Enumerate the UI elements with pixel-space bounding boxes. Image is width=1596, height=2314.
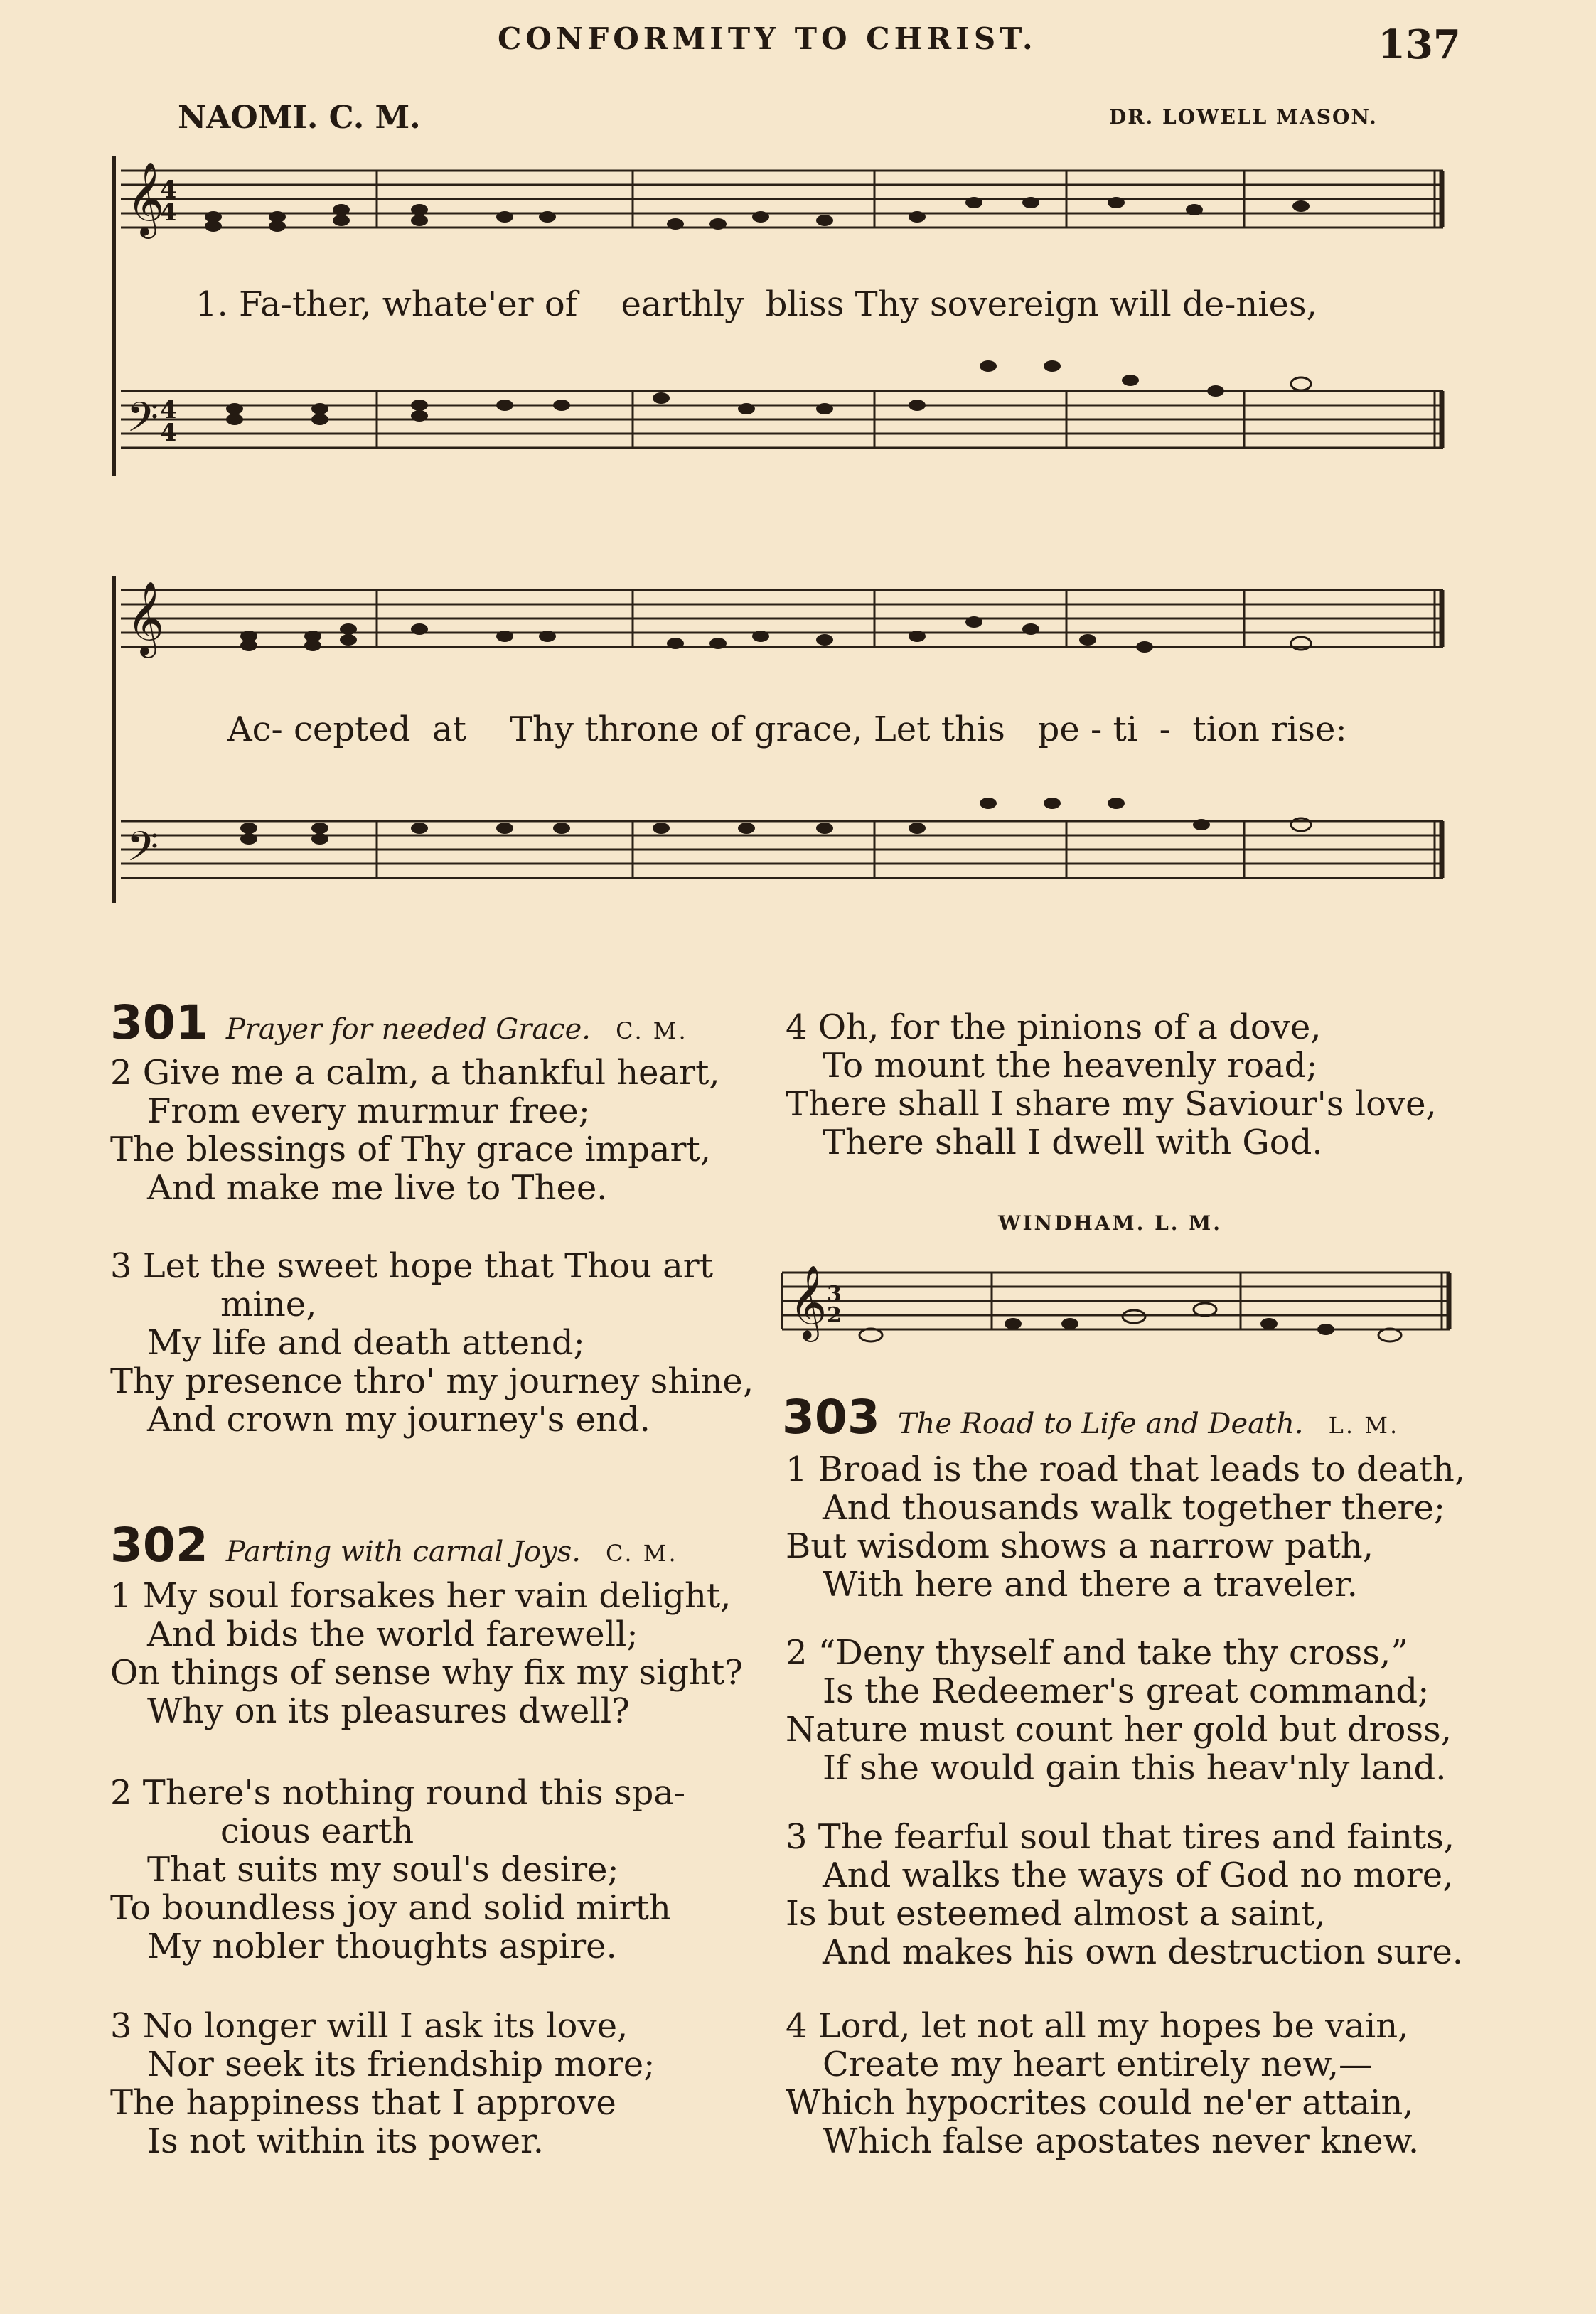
svg-text:𝄞: 𝄞 bbox=[789, 1265, 828, 1339]
stanza-line: Is but esteemed almost a saint, bbox=[786, 1894, 1326, 1934]
svg-text:4: 4 bbox=[160, 396, 177, 424]
stanza-line: There shall I share my Saviour's love, bbox=[786, 1084, 1437, 1124]
tune-name: NAOMI. C. M. bbox=[178, 100, 421, 136]
hymn-301-heading bbox=[110, 995, 688, 1050]
hymn-title: Prayer for needed Grace. bbox=[225, 1013, 591, 1046]
stanza-line: 3 No longer will I ask its love, bbox=[110, 2006, 628, 2046]
windham-staff bbox=[778, 1258, 1454, 1365]
stanza-line: 2 There's nothing round this spa- bbox=[110, 1773, 686, 1813]
hymn-301-stanza-2 bbox=[110, 1054, 720, 1207]
hymn-meter: L. M. bbox=[1328, 1412, 1400, 1439]
svg-text:𝄞: 𝄞 bbox=[127, 161, 165, 236]
hymn-301-stanza-3 bbox=[110, 1247, 754, 1439]
hymn-303-stanza-4 bbox=[786, 2007, 1419, 2160]
stanza-line: The blessings of Thy grace impart, bbox=[110, 1130, 711, 1169]
svg-text:𝄢: 𝄢 bbox=[127, 393, 159, 451]
stanza-line: 4 Lord, let not all my hopes be vain, bbox=[786, 2006, 1409, 2046]
stanza-line: To boundless joy and solid mirth bbox=[110, 1888, 671, 1928]
svg-text:4: 4 bbox=[160, 176, 177, 204]
hymn-number: 303 bbox=[782, 1390, 880, 1445]
hymn-number: 302 bbox=[110, 1518, 208, 1573]
stanza-line: The happiness that I approve bbox=[110, 2083, 616, 2123]
hymn-303-heading bbox=[782, 1390, 1399, 1445]
svg-text:3: 3 bbox=[827, 1282, 842, 1307]
stanza-line: Which hypocrites could ne'er attain, bbox=[786, 2083, 1414, 2123]
hymn-303-stanza-3 bbox=[786, 1818, 1463, 1971]
stanza-line: And makes his own destruction sure. bbox=[823, 1932, 1464, 1972]
stanza-line: 2 Give me a calm, a thankful heart, bbox=[110, 1053, 720, 1093]
stanza-line: 3 Let the sweet hope that Thou art bbox=[110, 1246, 713, 1286]
stanza-line: Why on its pleasures dwell? bbox=[147, 1691, 630, 1731]
stanza-line: Nor seek its friendship more; bbox=[147, 2045, 655, 2084]
hymn-number: 301 bbox=[110, 995, 208, 1050]
svg-text:2: 2 bbox=[827, 1303, 842, 1328]
stanza-line: To mount the heavenly road; bbox=[823, 1046, 1318, 1086]
stanza-line: And bids the world farewell; bbox=[147, 1614, 638, 1654]
svg-text:4: 4 bbox=[160, 198, 177, 227]
stanza-line: On things of sense why fix my sight? bbox=[110, 1653, 744, 1693]
stanza-line: And make me live to Thee. bbox=[147, 1168, 608, 1208]
stanza-line: There shall I dwell with God. bbox=[823, 1123, 1323, 1162]
stanza-line: But wisdom shows a narrow path, bbox=[786, 1526, 1373, 1566]
stanza-line: From every murmur free; bbox=[147, 1091, 590, 1131]
hymn-302-stanza-3 bbox=[110, 2007, 655, 2160]
lyrics-line-1: 1. Fa-ther, whate'er of earthly bliss Thy sovereign will de-nies, bbox=[196, 284, 1317, 324]
stanza-line: And crown my journey's end. bbox=[147, 1400, 650, 1440]
svg-text:𝄞: 𝄞 bbox=[127, 581, 165, 655]
stanza-line: My nobler thoughts aspire. bbox=[147, 1927, 617, 1966]
stanza-line: Is the Redeemer's great command; bbox=[823, 1671, 1430, 1711]
stanza-line: With here and there a traveler. bbox=[823, 1565, 1358, 1605]
stanza-line: Create my heart entirely new,— bbox=[823, 2045, 1373, 2084]
hymn-title: The Road to Life and Death. bbox=[897, 1408, 1304, 1440]
svg-text:4: 4 bbox=[160, 419, 177, 447]
stanza-line: mine, bbox=[220, 1285, 317, 1324]
stanza-line: 1 Broad is the road that leads to death, bbox=[786, 1450, 1466, 1489]
hymn-meter: C. M. bbox=[616, 1017, 688, 1044]
hymn-302-stanza-1 bbox=[110, 1577, 743, 1730]
stanza-line: That suits my soul's desire; bbox=[147, 1850, 619, 1890]
svg-text:𝄢: 𝄢 bbox=[127, 823, 159, 881]
stanza-line: Nature must count her gold but dross, bbox=[786, 1710, 1452, 1750]
stanza-line: cious earth bbox=[220, 1811, 414, 1851]
hymn-303-stanza-1 bbox=[786, 1450, 1465, 1604]
stanza-line: Which false apostates never knew. bbox=[823, 2121, 1420, 2161]
stanza-line: Is not within its power. bbox=[147, 2121, 544, 2161]
hymn-302-stanza-2 bbox=[110, 1774, 685, 1966]
stanza-line: 2 “Deny thyself and take thy cross,” bbox=[786, 1633, 1408, 1673]
stanza-line: And thousands walk together there; bbox=[823, 1488, 1446, 1528]
composer: DR. LOWELL MASON. bbox=[1109, 105, 1378, 129]
stanza-line: 4 Oh, for the pinions of a dove, bbox=[786, 1007, 1322, 1047]
stanza-line: If she would gain this heav'nly land. bbox=[823, 1748, 1447, 1788]
stanza-line: Thy presence thro' my journey shine, bbox=[110, 1361, 754, 1401]
running-header: CONFORMITY TO CHRIST. bbox=[498, 21, 1037, 56]
hymn-302-heading bbox=[110, 1518, 678, 1573]
lyrics-line-2: Ac- cepted at Thy throne of grace, Let this pe - ti - tion rise: bbox=[227, 709, 1347, 749]
stanza-line: And walks the ways of God no more, bbox=[823, 1855, 1454, 1895]
hymn-303-stanza-2 bbox=[786, 1634, 1452, 1787]
stanza-line: My life and death attend; bbox=[147, 1323, 585, 1363]
stanza-line: 3 The fearful soul that tires and faints, bbox=[786, 1817, 1455, 1857]
hymn-title: Parting with carnal Joys. bbox=[225, 1536, 581, 1568]
page-number: 137 bbox=[1378, 21, 1461, 68]
stanza-line: 1 My soul forsakes her vain delight, bbox=[110, 1576, 732, 1616]
windham-tune-label: WINDHAM. L. M. bbox=[998, 1211, 1223, 1235]
hymn-meter: C. M. bbox=[606, 1540, 678, 1567]
hymn-301-stanza-4 bbox=[786, 1008, 1437, 1162]
